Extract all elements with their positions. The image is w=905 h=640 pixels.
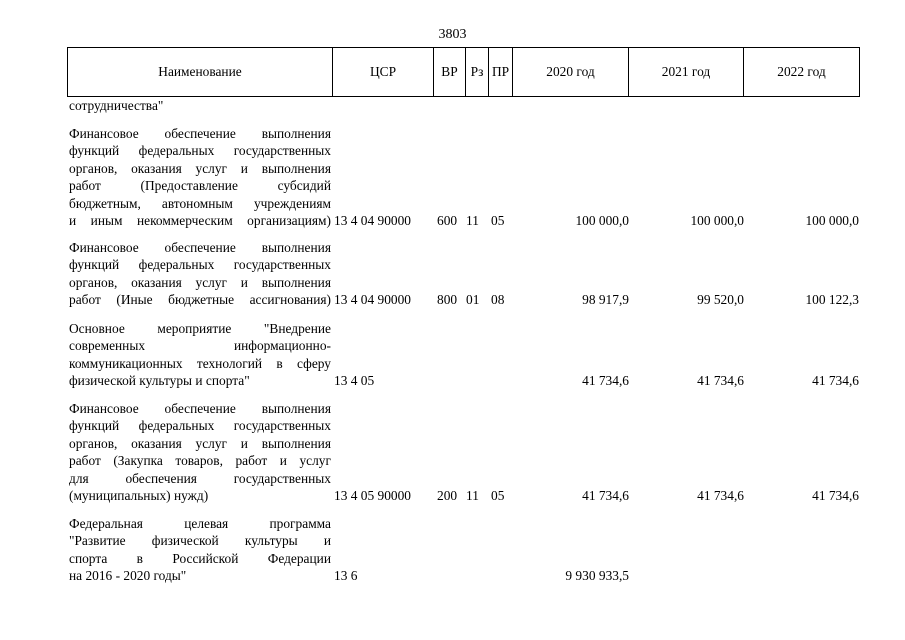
row-name <box>69 400 331 504</box>
row-pr: 08 <box>491 292 505 307</box>
row-value-2020: 100 000,0 <box>575 213 629 228</box>
row-value-2022: 41 734,6 <box>812 373 859 388</box>
row-name-line: сотрудничества" <box>69 98 164 113</box>
page-number: 3803 <box>438 27 467 42</box>
row-name-line: Финансовое обеспечение выполнения <box>69 240 331 255</box>
row-name-line: "Развитие физической культуры и <box>69 533 331 549</box>
row-name <box>69 239 331 309</box>
header-pr: ПР <box>489 48 513 97</box>
row-value-2020: 98 917,9 <box>582 292 629 307</box>
row-name-line: и иным некоммерческим организациям) <box>69 212 331 228</box>
row-value-2021: 41 734,6 <box>697 373 744 388</box>
row-name-line: функций федеральных государственных <box>69 143 331 159</box>
header-2022: 2022 год <box>744 48 860 97</box>
row-name-line: бюджетным, автономным учреждениям <box>69 195 331 211</box>
header-2020: 2020 год <box>513 48 629 97</box>
row-value-2020: 41 734,6 <box>582 373 629 388</box>
row-value-2022: 41 734,6 <box>812 488 859 503</box>
row-csr: 13 4 05 <box>334 373 375 388</box>
row-name <box>69 125 331 229</box>
row-name-line: физической культуры и спорта" <box>69 373 250 389</box>
row-vr: 200 <box>437 488 458 503</box>
row-name-line: работ (Иные бюджетные ассигнования) <box>69 292 331 308</box>
header-csr: ЦСР <box>333 48 434 97</box>
header-rz: Рз <box>466 48 489 97</box>
header-vr: ВР <box>434 48 466 97</box>
row-name-line: Финансовое обеспечение выполнения <box>69 401 331 416</box>
row-name-line: современных информационно- <box>69 338 331 354</box>
row-csr: 13 4 05 90000 <box>334 488 411 503</box>
row-csr: 13 6 <box>334 568 358 583</box>
header-name: Наименование <box>68 48 333 97</box>
row-name-line: Федеральная целевая программа <box>69 516 331 531</box>
header-2021: 2021 год <box>629 48 744 97</box>
row-value-2021: 41 734,6 <box>697 488 744 503</box>
row-value-2022: 100 000,0 <box>805 213 859 228</box>
row-csr: 13 4 04 90000 <box>334 292 411 307</box>
row-pr: 05 <box>491 213 505 228</box>
row-name-line: коммуникационных технологий в сферу <box>69 355 331 371</box>
row-name-line: функций федеральных государственных <box>69 257 331 273</box>
row-name-line: работ (Закупка товаров, работ и услуг <box>69 453 331 469</box>
row-name-line: Финансовое обеспечение выполнения <box>69 126 331 141</box>
row-name-line: функций федеральных государственных <box>69 418 331 434</box>
row-name-line: (муниципальных) нужд) <box>69 487 209 503</box>
row-name-line: органов, оказания услуг и выполнения <box>69 435 331 451</box>
row-value-2020: 41 734,6 <box>582 488 629 503</box>
row-vr: 600 <box>437 213 458 228</box>
table-header <box>67 47 860 97</box>
row-rz: 11 <box>466 213 479 228</box>
row-name <box>69 515 331 585</box>
row-name-line: органов, оказания услуг и выполнения <box>69 160 331 176</box>
row-name <box>69 97 331 114</box>
row-name-line: Основное мероприятие "Внедрение <box>69 321 331 336</box>
row-name-line: спорта в Российской Федерации <box>69 550 331 566</box>
row-vr: 800 <box>437 292 458 307</box>
row-name-line: для обеспечения государственных <box>69 470 331 486</box>
row-name <box>69 320 331 390</box>
row-value-2021: 100 000,0 <box>690 213 744 228</box>
row-rz: 01 <box>466 292 480 307</box>
row-value-2021: 99 520,0 <box>697 292 744 307</box>
row-value-2020: 9 930 933,5 <box>565 568 629 583</box>
row-csr: 13 4 04 90000 <box>334 213 411 228</box>
row-name-line: на 2016 - 2020 годы" <box>69 568 187 584</box>
row-rz: 11 <box>466 488 479 503</box>
row-pr: 05 <box>491 488 505 503</box>
row-value-2022: 100 122,3 <box>805 292 859 307</box>
row-name-line: органов, оказания услуг и выполнения <box>69 274 331 290</box>
row-name-line: работ (Предоставление субсидий <box>69 178 331 194</box>
